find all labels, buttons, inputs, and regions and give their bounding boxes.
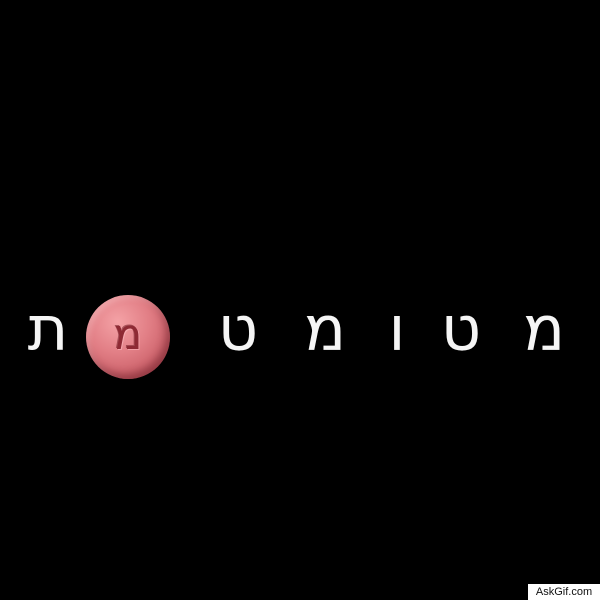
- title-letter-vav: ו: [388, 292, 406, 365]
- hebrew-title: [0, 270, 600, 380]
- pill-engraved-letter: מ: [113, 310, 143, 359]
- title-letter-mem-1: מ: [522, 292, 566, 365]
- watermark: AskGif.com: [528, 584, 600, 600]
- title-letter-tav: ת: [27, 292, 69, 365]
- title-letter-mem-2: מ: [303, 292, 347, 365]
- pink-pill-image: [86, 295, 170, 379]
- title-letter-tet-1: ט: [440, 292, 482, 365]
- title-letter-tet-2: ט: [217, 292, 259, 365]
